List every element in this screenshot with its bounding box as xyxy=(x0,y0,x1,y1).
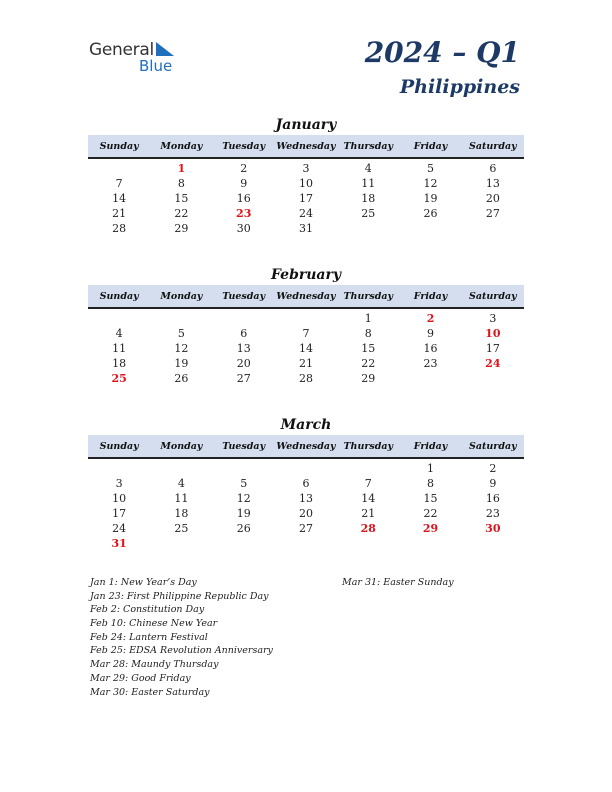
date-cell: 23 xyxy=(485,507,500,520)
weekday-label: Tuesday xyxy=(222,440,266,452)
holiday-note: Mar 29: Good Friday xyxy=(90,672,191,684)
week-row xyxy=(88,461,524,476)
page-title: 2024 – Q1 xyxy=(364,36,520,69)
holiday-date-cell: 24 xyxy=(485,357,501,370)
week-row xyxy=(88,521,524,536)
week-row xyxy=(88,506,524,521)
date-cell: 15 xyxy=(174,192,189,205)
date-cell: 30 xyxy=(236,222,251,235)
date-cell: 11 xyxy=(361,177,376,190)
date-cell: 3 xyxy=(302,162,310,175)
date-cell: 14 xyxy=(361,492,376,505)
date-cell: 11 xyxy=(112,342,127,355)
date-cell: 25 xyxy=(361,207,376,220)
week-row xyxy=(88,311,524,326)
date-cell: 29 xyxy=(174,222,189,235)
date-cell: 5 xyxy=(177,327,185,340)
week-row xyxy=(88,341,524,356)
date-cell: 4 xyxy=(115,327,123,340)
date-cell: 17 xyxy=(298,192,313,205)
date-cell: 3 xyxy=(115,477,123,490)
date-cell: 24 xyxy=(112,522,127,535)
month-calendar-february xyxy=(88,266,524,386)
date-cell: 27 xyxy=(236,372,251,385)
date-cell: 7 xyxy=(115,177,123,190)
weekday-label: Wednesday xyxy=(276,440,336,452)
holiday-notes-right xyxy=(342,576,454,590)
holiday-date-cell: 10 xyxy=(485,327,501,340)
date-cell: 22 xyxy=(361,357,376,370)
date-cell: 6 xyxy=(240,327,248,340)
country-subtitle: Philippines xyxy=(399,76,520,98)
week-row xyxy=(88,191,524,206)
weekday-label: Friday xyxy=(413,440,448,452)
date-cell: 10 xyxy=(112,492,127,505)
date-cell: 21 xyxy=(298,357,313,370)
flag-icon xyxy=(154,42,176,58)
date-cell: 2 xyxy=(240,162,248,175)
holiday-date-cell: 2 xyxy=(426,312,435,325)
date-cell: 20 xyxy=(298,507,313,520)
weekday-label: Saturday xyxy=(469,290,517,302)
date-cell: 24 xyxy=(298,207,313,220)
weekday-header-row xyxy=(88,285,524,309)
date-cell: 26 xyxy=(174,372,189,385)
weekday-label: Tuesday xyxy=(222,290,266,302)
date-cell: 29 xyxy=(361,372,376,385)
holiday-date-cell: 23 xyxy=(236,207,252,220)
week-row xyxy=(88,536,524,551)
weekday-label: Friday xyxy=(413,290,448,302)
date-cell: 12 xyxy=(236,492,251,505)
holiday-note: Feb 25: EDSA Revolution Anniversary xyxy=(90,645,273,657)
date-cell: 25 xyxy=(174,522,189,535)
holiday-note: Mar 31: Easter Sunday xyxy=(342,577,454,588)
date-cell: 9 xyxy=(427,327,435,340)
weekday-header-row xyxy=(88,435,524,459)
holiday-note: Feb 10: Chinese New Year xyxy=(90,618,218,630)
month-name: January xyxy=(275,117,337,133)
holiday-note: Mar 28: Maundy Thursday xyxy=(90,659,219,671)
date-cell: 22 xyxy=(174,207,189,220)
date-cell: 22 xyxy=(423,507,438,520)
week-row xyxy=(88,206,524,221)
date-cell: 9 xyxy=(240,177,248,190)
week-row xyxy=(88,161,524,176)
date-cell: 17 xyxy=(485,342,500,355)
date-cell: 5 xyxy=(427,162,435,175)
logo-text-general: General xyxy=(89,40,154,60)
holiday-notes-left xyxy=(90,576,273,699)
week-row xyxy=(88,491,524,506)
date-cell: 14 xyxy=(112,192,127,205)
week-row xyxy=(88,356,524,371)
date-cell: 10 xyxy=(298,177,313,190)
date-cell: 1 xyxy=(364,312,372,325)
weekday-label: Wednesday xyxy=(276,140,336,152)
week-row xyxy=(88,476,524,491)
date-cell: 13 xyxy=(236,342,251,355)
date-cell: 15 xyxy=(423,492,438,505)
holiday-note: Jan 1: New Year’s Day xyxy=(90,577,197,588)
weekday-label: Monday xyxy=(160,290,203,302)
date-cell: 3 xyxy=(489,312,497,325)
date-cell: 15 xyxy=(361,342,376,355)
holiday-date-cell: 30 xyxy=(485,522,501,535)
date-cell: 20 xyxy=(236,357,251,370)
date-cell: 20 xyxy=(485,192,500,205)
date-cell: 11 xyxy=(174,492,189,505)
weekday-label: Sunday xyxy=(99,290,139,302)
date-cell: 16 xyxy=(236,192,251,205)
weekday-label: Wednesday xyxy=(276,290,336,302)
holiday-date-cell: 28 xyxy=(360,522,376,535)
month-name: February xyxy=(270,267,341,283)
date-cell: 8 xyxy=(177,177,185,190)
date-cell: 5 xyxy=(240,477,248,490)
date-cell: 31 xyxy=(298,222,313,235)
date-cell: 13 xyxy=(298,492,313,505)
month-name: March xyxy=(280,417,332,433)
holiday-date-cell: 29 xyxy=(422,522,439,535)
date-cell: 28 xyxy=(112,222,127,235)
date-cell: 27 xyxy=(298,522,313,535)
weekday-label: Sunday xyxy=(99,440,139,452)
date-cell: 2 xyxy=(489,462,497,475)
weekday-label: Saturday xyxy=(469,440,517,452)
month-calendar-march xyxy=(88,416,524,551)
date-cell: 4 xyxy=(364,162,372,175)
date-cell: 6 xyxy=(302,477,310,490)
date-cell: 27 xyxy=(485,207,500,220)
generalblue-logo xyxy=(89,40,189,76)
weekday-label: Thursday xyxy=(343,440,394,452)
date-cell: 9 xyxy=(489,477,497,490)
date-cell: 21 xyxy=(361,507,376,520)
month-calendar-january xyxy=(88,116,524,236)
holiday-date-cell: 25 xyxy=(111,372,127,385)
date-cell: 26 xyxy=(423,207,438,220)
weekday-label: Friday xyxy=(413,140,448,152)
date-cell: 16 xyxy=(423,342,438,355)
date-cell: 16 xyxy=(485,492,500,505)
weekday-label: Monday xyxy=(160,440,203,452)
date-cell: 1 xyxy=(427,462,435,475)
date-cell: 18 xyxy=(112,357,127,370)
weekday-label: Monday xyxy=(160,140,203,152)
logo-text-blue: Blue xyxy=(139,57,173,75)
holiday-note: Mar 30: Easter Saturday xyxy=(90,686,210,698)
date-cell: 21 xyxy=(112,207,127,220)
holiday-date-cell: 31 xyxy=(111,537,127,550)
date-cell: 19 xyxy=(423,192,438,205)
date-cell: 6 xyxy=(489,162,497,175)
date-cell: 19 xyxy=(236,507,251,520)
date-cell: 8 xyxy=(427,477,435,490)
date-cell: 8 xyxy=(364,327,372,340)
week-row xyxy=(88,221,524,236)
holiday-date-cell: 1 xyxy=(177,162,186,175)
date-cell: 23 xyxy=(423,357,438,370)
weekday-label: Saturday xyxy=(469,140,517,152)
holiday-note: Feb 2: Constitution Day xyxy=(90,604,205,616)
weekday-header-row xyxy=(88,135,524,159)
date-cell: 26 xyxy=(236,522,251,535)
date-cell: 18 xyxy=(174,507,189,520)
date-cell: 19 xyxy=(174,357,189,370)
date-cell: 28 xyxy=(298,372,313,385)
date-cell: 7 xyxy=(302,327,310,340)
weekday-label: Thursday xyxy=(343,140,394,152)
date-cell: 12 xyxy=(174,342,189,355)
weekday-label: Thursday xyxy=(343,290,394,302)
week-row xyxy=(88,176,524,191)
weekday-label: Sunday xyxy=(99,140,139,152)
weekday-label: Tuesday xyxy=(222,140,266,152)
date-cell: 4 xyxy=(177,477,185,490)
week-row xyxy=(88,326,524,341)
date-cell: 7 xyxy=(364,477,372,490)
holiday-note: Feb 24: Lantern Festival xyxy=(90,631,208,643)
holiday-note: Jan 23: First Philippine Republic Day xyxy=(90,590,269,602)
date-cell: 12 xyxy=(423,177,438,190)
date-cell: 17 xyxy=(112,507,127,520)
date-cell: 13 xyxy=(485,177,500,190)
date-cell: 18 xyxy=(361,192,376,205)
date-cell: 14 xyxy=(298,342,313,355)
week-row xyxy=(88,371,524,386)
